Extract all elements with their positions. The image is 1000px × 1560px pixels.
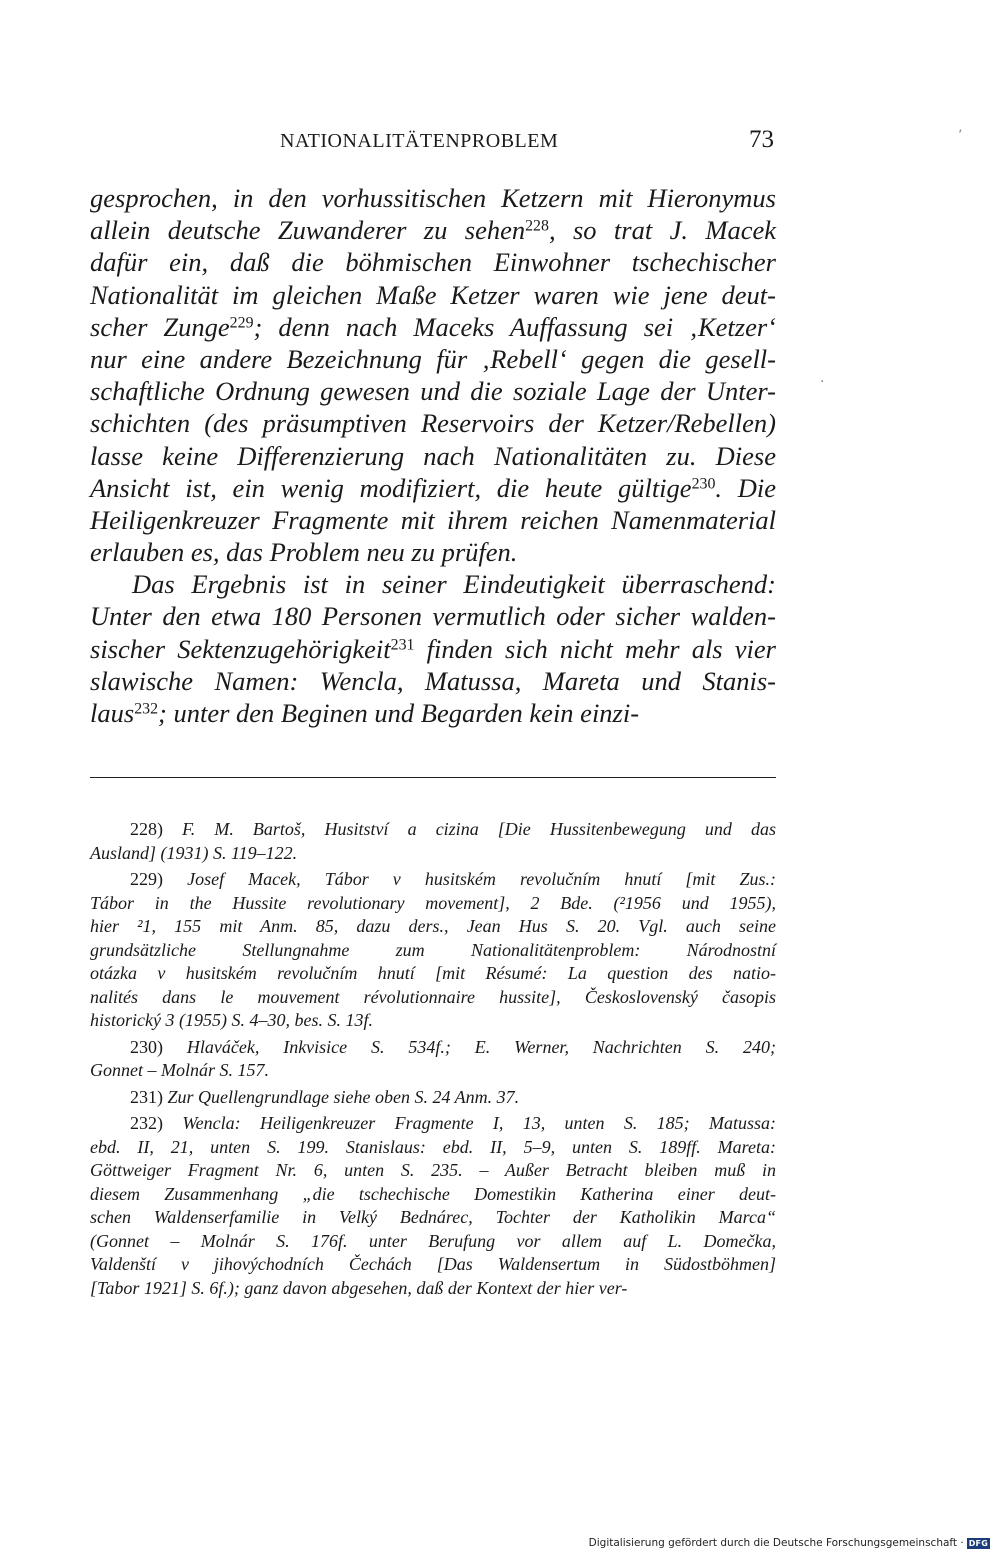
footnote-line [90,1059,776,1083]
footnote-number: 228) [130,819,163,839]
footnote-line [90,1136,776,1160]
text-line [90,279,776,311]
footnote-reference: 228 [525,217,549,235]
text-line [90,440,776,472]
text-line [90,246,776,278]
footnote-text: schen Waldenserfamilie in Velký Bednárec, Tochter der Katholikin Marca“ [90,1207,776,1227]
page-number: 73 [749,126,774,153]
footnote-line [90,1183,776,1207]
line-text: finden sich nicht mehr als vier [414,633,776,664]
footnote [90,1112,776,1303]
footnote-text: grundsätzliche Stellungnahme zum Nationalitätenproblem: Národnostní [90,939,776,960]
text-line [90,504,776,536]
footnote [90,1086,776,1113]
text-line [90,407,776,439]
text-line [90,665,776,697]
footnote-text: hier ²1, 155 mit Anm. 85, dazu ders., Jean Hus S. 20. Vgl. auch seine [90,916,776,936]
footnote-divider [90,777,776,778]
footnote-number: 230) [130,1036,163,1057]
line-text: ; unter den Beginen und Begarden kein einzi- [158,698,640,728]
footnote-text: Tábor in the Hussite revolutionary movement], 2 Bde. (²1956 und 1955), [90,892,776,913]
line-text: slawische Namen: Wencla, Matussa, Mareta und Stanis- [90,665,776,696]
footnote-line [90,892,776,916]
text-line [90,697,776,729]
footnote-line [90,1009,776,1033]
text-line [90,375,776,407]
footnote-text: ebd. II, 21, unten S. 199. Stanislaus: ebd. II, 5–9, unten S. 189ff. Mareta: [90,1136,776,1157]
text-line [90,633,776,665]
line-text: allein deutsche Zuwanderer zu sehen [90,215,526,246]
running-head: NATIONALITÄTENPROBLEM [280,130,559,152]
footnote-text: Valdenští v jihovýchodních Čechách [Das Waldensertum in Südostböhmen] [90,1254,776,1274]
text-line [90,568,776,600]
digitization-credit [589,1537,990,1549]
footnote [90,1036,776,1086]
footnote-reference: 230 [691,474,716,492]
text-line [90,182,776,214]
footnote-line [90,1230,776,1254]
line-text: Unter den etwa 180 Personen vermutlich oder sicher walden- [90,601,776,632]
line-text: Nationalität im gleichen Maße Ketzer waren wie jene deut- [90,279,776,310]
line-text: dafür ein, daß die böhmischen Einwohner tschechischer [90,247,776,278]
line-text: sischer Sektenzugehörigkeit [90,633,391,664]
text-line [90,214,776,246]
footnote-text: Gonnet – Molnár S. 157. [90,1060,269,1080]
line-text: lasse keine Differenzierung nach Nationalitäten zu. Diese [90,440,776,471]
footnote-line [90,1086,776,1110]
line-text: scher Zunge [90,311,230,342]
line-text: schichten (des präsumptiven Reservoirs der Ketzer/Rebellen) [90,408,776,439]
text-line [90,600,776,632]
footnote-line [90,962,776,986]
page-header [90,128,776,164]
footnote-line [90,868,776,892]
footnote-number: 232) [130,1113,163,1133]
line-text: ; denn nach Maceks Auffassung sei ‚Ketzer‘ [253,311,776,342]
footnote-line [90,1036,776,1060]
scan-mark: ’ [958,128,963,144]
footnote [90,868,776,1036]
footnote-line [90,818,776,842]
footnote-gap [90,1300,776,1303]
footnote-number: 229) [130,869,163,889]
footnote-text: nalités dans le mouvement révolutionnaire hussite], Československý časopis [90,986,776,1007]
footnote-number: 231) [130,1086,163,1107]
footnote-reference: 231 [390,635,415,653]
footnote-line [90,842,776,866]
line-text: , so trat J. Macek [548,215,776,246]
line-text: laus [90,698,135,728]
line-text: nur eine andere Bezeichnung für ‚Rebell‘ gegen die gesell- [90,343,776,374]
credit-text: Digitalisierung gefördert durch die Deutsche Forschungsgemeinschaft · [588,1537,964,1549]
footnote-text: (Gonnet – Molnár S. 176f. unter Berufung vor allem auf L. Domečka, [90,1230,776,1251]
line-text: Das Ergebnis ist in seiner Eindeutigkeit überraschend: [132,569,776,600]
text-line [90,343,776,375]
footnote-text: Göttweiger Fragment Nr. 6, unten S. 235. – Außer Betracht bleiben muß in [90,1160,776,1180]
footnote-reference: 232 [134,700,159,718]
footnote-text: Josef Macek, Tábor v husitském revolučním hnutí [mit Zus.: [187,869,777,889]
footnote-line [90,986,776,1010]
footnote-text: Zur Quellengrundlage siehe oben S. 24 Anm. 37. [167,1086,520,1107]
line-text: Ansicht ist, ein wenig modifiziert, die heute gültige [90,472,692,503]
footnote-line [90,1112,776,1136]
footnote-line [90,1277,776,1301]
line-text: gesprochen, in den vorhussitischen Ketzern mit Hieronymus [90,183,776,213]
text-line [90,536,776,568]
footnote-line [90,915,776,939]
footnote-line [90,1206,776,1230]
footnote-text: Ausland] (1931) S. 119–122. [90,842,298,863]
footnote-line [90,939,776,963]
text-line [90,311,776,343]
text-line [90,472,776,504]
line-text: schaftliche Ordnung gewesen und die soziale Lage der Unter- [90,376,776,407]
footnote-text: Wencla: Heiligenkreuzer Fragmente I, 13, unten S. 185; Matussa: [182,1113,776,1133]
scan-mark: . [820,370,825,386]
footnote-text: [Tabor 1921] S. 6f.); ganz davon abgesehen, daß der Kontext der hier ver- [90,1277,628,1298]
footnote-text: F. M. Bartoš, Husitství a cizina [Die Hussitenbewegung und das [182,819,777,839]
footnote-line [90,1253,776,1277]
footnote [90,818,776,868]
main-text [90,182,776,729]
line-text: . Die [715,472,776,503]
footnote-reference: 229 [229,314,254,332]
footnote-text: diesem Zusammenhang „die tschechische Domestikin Katherina einer deut- [90,1183,776,1204]
footnote-text: Hlaváček, Inkvisice S. 534f.; E. Werner, Nachrichten S. 240; [186,1036,777,1057]
footnote-line [90,1159,776,1183]
line-text: erlauben es, das Problem neu zu prüfen. [90,537,518,568]
line-text: Heiligenkreuzer Fragmente mit ihrem reichen Namenmaterial [90,504,776,535]
footnote-text: historický 3 (1955) S. 4–30, bes. S. 13f. [90,1010,373,1030]
dfg-logo-icon: DFG [968,1538,988,1548]
footnote-text: otázka v husitském revolučním hnutí [mit Résumé: La question des natio- [90,963,776,983]
footnotes [90,818,776,1303]
